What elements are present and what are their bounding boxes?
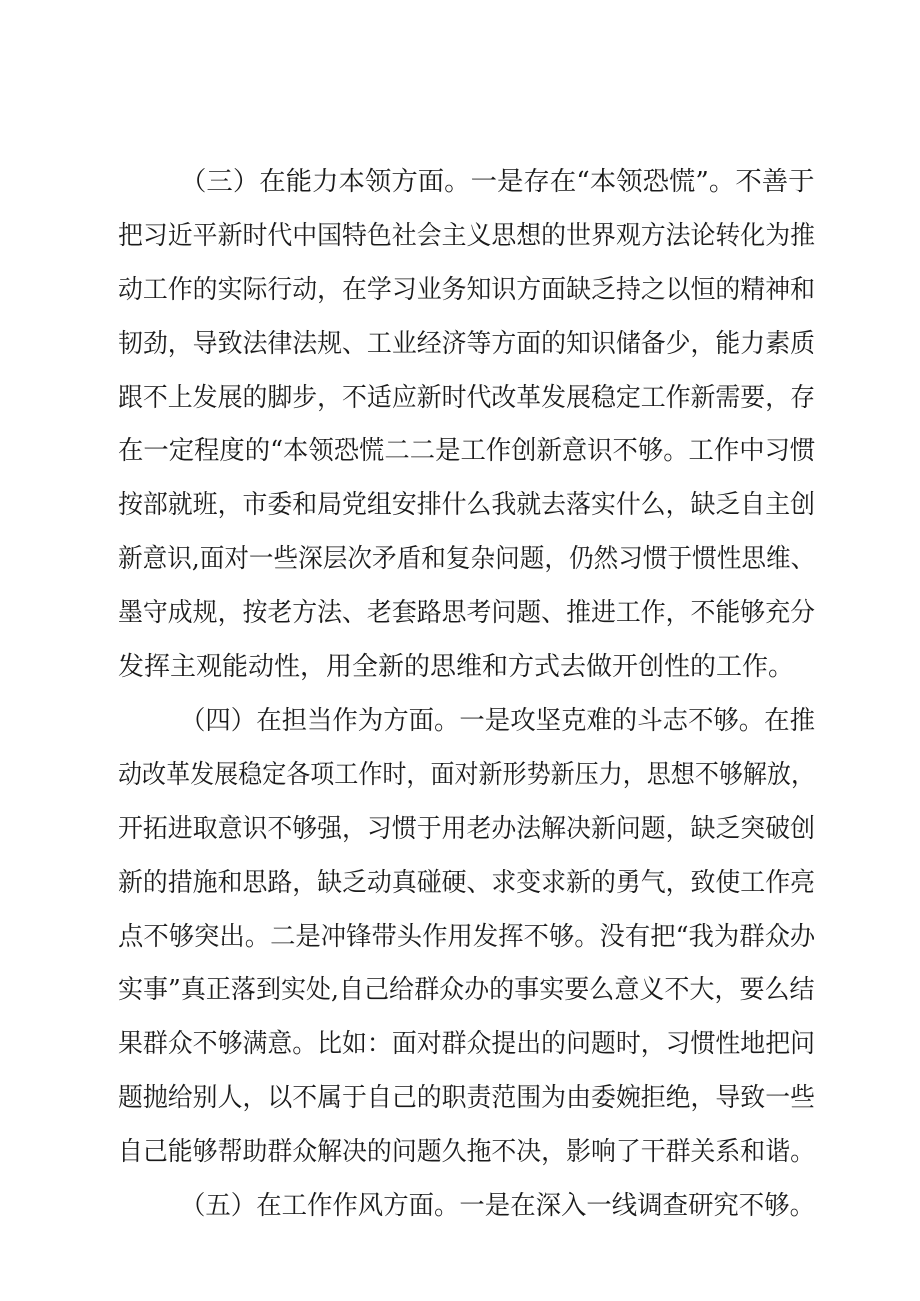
paragraph-3-line-10 <box>0 647 920 687</box>
paragraph-4-line-3 <box>0 809 920 849</box>
text-line: （三）在能力本领方面。一是存在“本领恐慌”。不善于 <box>180 167 815 197</box>
text-line: 韧劲，导致法律法规、工业经济等方面的知识储备少，能力素质 <box>118 329 816 359</box>
text-line: 动改革发展稳定各项工作时，面对新形势新压力，思想不够解放， <box>118 760 816 790</box>
text-line: 果群众不够满意。比如：面对群众提出的问题时，习惯性地把问 <box>118 1029 816 1059</box>
text-line: 发挥主观能动性，用全新的思维和方式去做开创性的工作。 <box>118 652 795 682</box>
text-line: 题抛给别人，以不属于自己的职责范围为由委婉拒绝，导致一些 <box>118 1083 816 1113</box>
paragraph-5-line-1 <box>0 1186 920 1226</box>
paragraph-4-line-4 <box>0 863 920 903</box>
text-line: 在一定程度的“本领恐慌二二是工作创新意识不够。工作中习惯 <box>118 436 816 466</box>
paragraph-4-line-6 <box>0 970 920 1010</box>
paragraph-3-line-5 <box>0 378 920 418</box>
text-line: 按部就班，市委和局党组安排什么我就去落实什么，缺乏自主创 <box>118 490 816 520</box>
text-line: 新意识,面对一些深层次矛盾和复杂问题，仍然习惯于惯性思维、 <box>118 544 816 574</box>
paragraph-3-line-8 <box>0 539 920 579</box>
text-line: 墨守成规，按老方法、老套路思考问题、推进工作，不能够充分 <box>118 598 816 628</box>
text-line: 把习近平新时代中国特色社会主义思想的世界观方法论转化为推 <box>118 221 816 251</box>
text-line: 开拓进取意识不够强，习惯于用老办法解决新问题，缺乏突破创 <box>118 814 816 844</box>
text-line: 动工作的实际行动，在学习业务知识方面缺乏持之以恒的精神和 <box>118 275 816 305</box>
paragraph-4-line-8 <box>0 1078 920 1118</box>
text-line: 跟不上发展的脚步，不适应新时代改革发展稳定工作新需要，存 <box>118 383 816 413</box>
paragraph-3-line-2 <box>0 216 920 256</box>
paragraph-3-line-9 <box>0 593 920 633</box>
text-line: 实事”真正落到实处,自己给群众办的事实要么意义不大，要么结 <box>118 975 815 1005</box>
paragraph-4-line-9 <box>0 1132 920 1172</box>
paragraph-3-line-7 <box>0 485 920 525</box>
paragraph-3-line-6 <box>0 431 920 471</box>
text-line: （四）在担当作为方面。一是攻坚克难的斗志不够。在推 <box>180 706 816 736</box>
paragraph-3-line-4 <box>0 324 920 364</box>
paragraph-4-line-2 <box>0 755 920 795</box>
paragraph-3-line-1 <box>0 162 920 202</box>
text-line: 新的措施和思路，缺乏动真碰硬、求变求新的勇气，致使工作亮 <box>118 868 816 898</box>
text-line: 自己能够帮助群众解决的问题久拖不决，影响了干群关系和谐。 <box>118 1137 816 1167</box>
paragraph-4-line-7 <box>0 1024 920 1064</box>
text-line: 点不够突出。二是冲锋带头作用发挥不够。没有把“我为群众办 <box>118 922 816 952</box>
text-line: （五）在工作作风方面。一是在深入一线调查研究不够。 <box>180 1191 816 1221</box>
paragraph-3-line-3 <box>0 270 920 310</box>
paragraph-4-line-1 <box>0 701 920 741</box>
paragraph-4-line-5 <box>0 917 920 957</box>
